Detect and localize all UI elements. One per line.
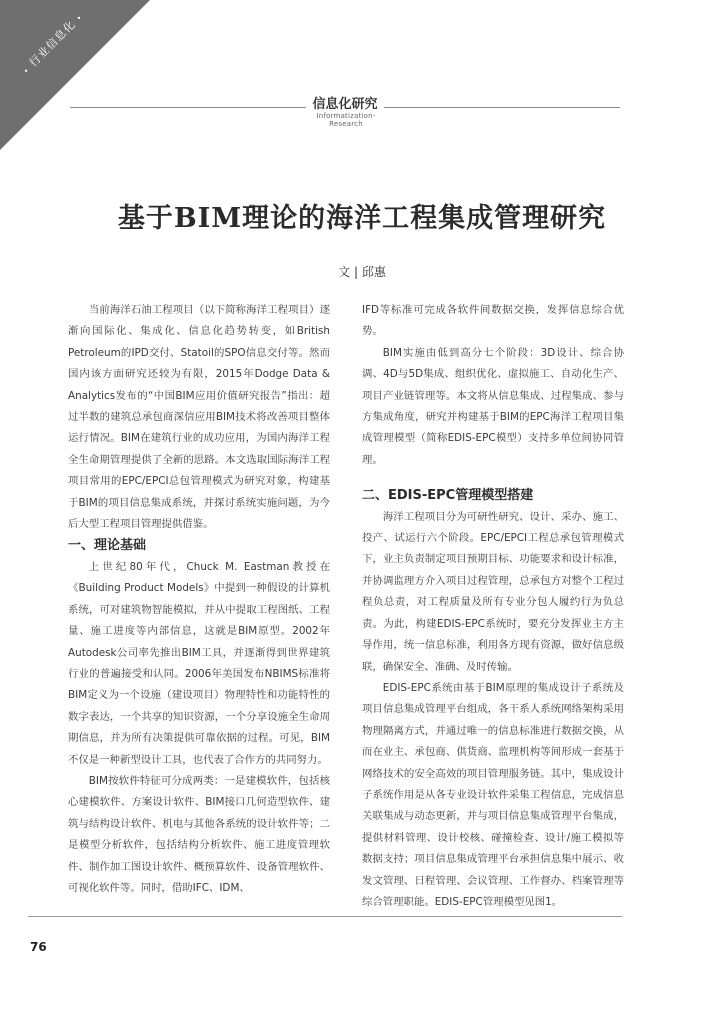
header-rule-left xyxy=(70,107,306,108)
running-header-subtitle: Informatization-Research xyxy=(316,112,376,128)
article-author: 文 | 邱惠 xyxy=(338,265,386,279)
page-number: 76 xyxy=(30,940,47,954)
section-heading-1: 一、理论基础 xyxy=(68,538,147,554)
section-heading-2: 二、EDIS-EPC管理模型搭建 xyxy=(362,488,534,504)
running-header-title: 信息化研究 xyxy=(312,97,378,112)
header-rule-right xyxy=(384,107,620,108)
right-column xyxy=(362,300,624,913)
right-paragraph-4: EDIS-EPC系统由基于BIM原理的集成设计子系统及项目信息集成管理平台组成，各干系人系统网络架构采用物理隔离方式，并通过唯一的信息标准进行数据交换，从而在业主、承包商、供货商、监理机构等间形成一套基于网络技术的安全高效的项目管理服务链。其中，集成设计子系统作用是从各专业设计软件采集工程信息，完成信息关联集成与动态更新，并与项目信息集成管理平台集成，提供材料管理、设计校核、碰撞检查、设计/施工模拟等数据支持；项目信息集成管理平台承担信息集中展示、收发文管理、日程管理、会议管理、工作督办、档案管理等综合管理职能。EDIS-EPC管理模型见图1。 xyxy=(362,681,624,908)
footer-rule xyxy=(28,916,622,917)
right-paragraph-3: 海洋工程项目分为可研性研究、设计、采办、施工、投产、试运行六个阶段。EPC/EPCI工程总承包管理模式下，业主负责制定项目预期目标、功能要求和设计标准，并协调监理方介入项目过程管理，总承包方对整个工程过程负总责，对工程质量及所有专业分包人履约行为负总责。为此，构建EDIS-EPC系统时，要充分发挥业主方主导作用，统一信息标准，利用各方现有资源，做好信息级联，确保安全、准确、及时传输。 xyxy=(362,510,624,673)
right-paragraph-1: IFD等标准可完成各软件间数据交换，发挥信息综合优势。 xyxy=(362,304,624,338)
corner-dot-trailing: • xyxy=(74,12,85,24)
article-title: 基于BIM理论的海洋工程集成管理研究 xyxy=(117,203,607,234)
left-paragraph-3: BIM按软件特征可分成两类：一是建模软件，包括核心建模软件、方案设计软件、BIM接口几何造型软件、建筑与结构设计软件、机电与其他各系统的设计软件等；二是模型分析软件，包括结构分析软件、施工进度管理软件、制作加工图设计软件、概预算软件、设备管理软件、可视化软件等。同时，借助IFC、IDM、 xyxy=(68,774,330,894)
corner-label-text: 行业信息化 xyxy=(26,17,79,70)
left-column xyxy=(68,300,330,899)
left-paragraph-2: 上世纪80年代，Chuck M. Eastman教授在《Building Product Models》中提到一种假设的计算机系统，可对建筑物智能模拟，并从中提取工程图纸、工程量、施工进度等内部信息，这就是BIM原型。2002年Autodesk公司率先推出BIM工具，并逐渐得到世界建筑行业的普遍接受和认同。2006年美国发布NBIMS标准将BIM定义为一个设施（建设项目）物理特性和功能特性的数字表达，一个共享的知识资源，一个分享设施全生命周期信息，并为所有决策提供可靠依据的过程。可见，BIM不仅是一种新型设计工具，也代表了合作方的共同努力。 xyxy=(68,560,330,766)
left-paragraph-1: 当前海洋石油工程项目（以下简称海洋工程项目）逐渐向国际化、集成化、信息化趋势转变，如British Petroleum的IPD交付、Statoil的SPO信息交付等。然而国内该方面研究还较为有限，2015年Dodge Data & Analytics发布的“中国BIM应用价值研究报告”指出：超过半数的建筑总承包商深信应用BIM技术将改善项目整体运行情况。BIM在建筑行业的成功应用，为国内海洋工程全生命期管理提供了全新的思路。本文选取国际海洋工程项目常用的EPC/EPCI总包管理模式为研究对象，构建基于BIM的项目信息集成系统，并探讨系统实施问题，为今后大型工程项目管理提供借鉴。 xyxy=(68,304,330,531)
right-paragraph-2: BIM实施由低到高分七个阶段：3D设计、综合协调、4D与5D集成、组织优化、虚拟施工、自动化生产、项目产业链管理等。本文将从信息集成、过程集成、参与方集成角度，研究并构建基于BIM的EPC海洋工程项目集成管理模型（简称EDIS-EPC模型）支持多单位间协同管理。 xyxy=(362,346,624,466)
corner-dot: • xyxy=(21,65,32,76)
